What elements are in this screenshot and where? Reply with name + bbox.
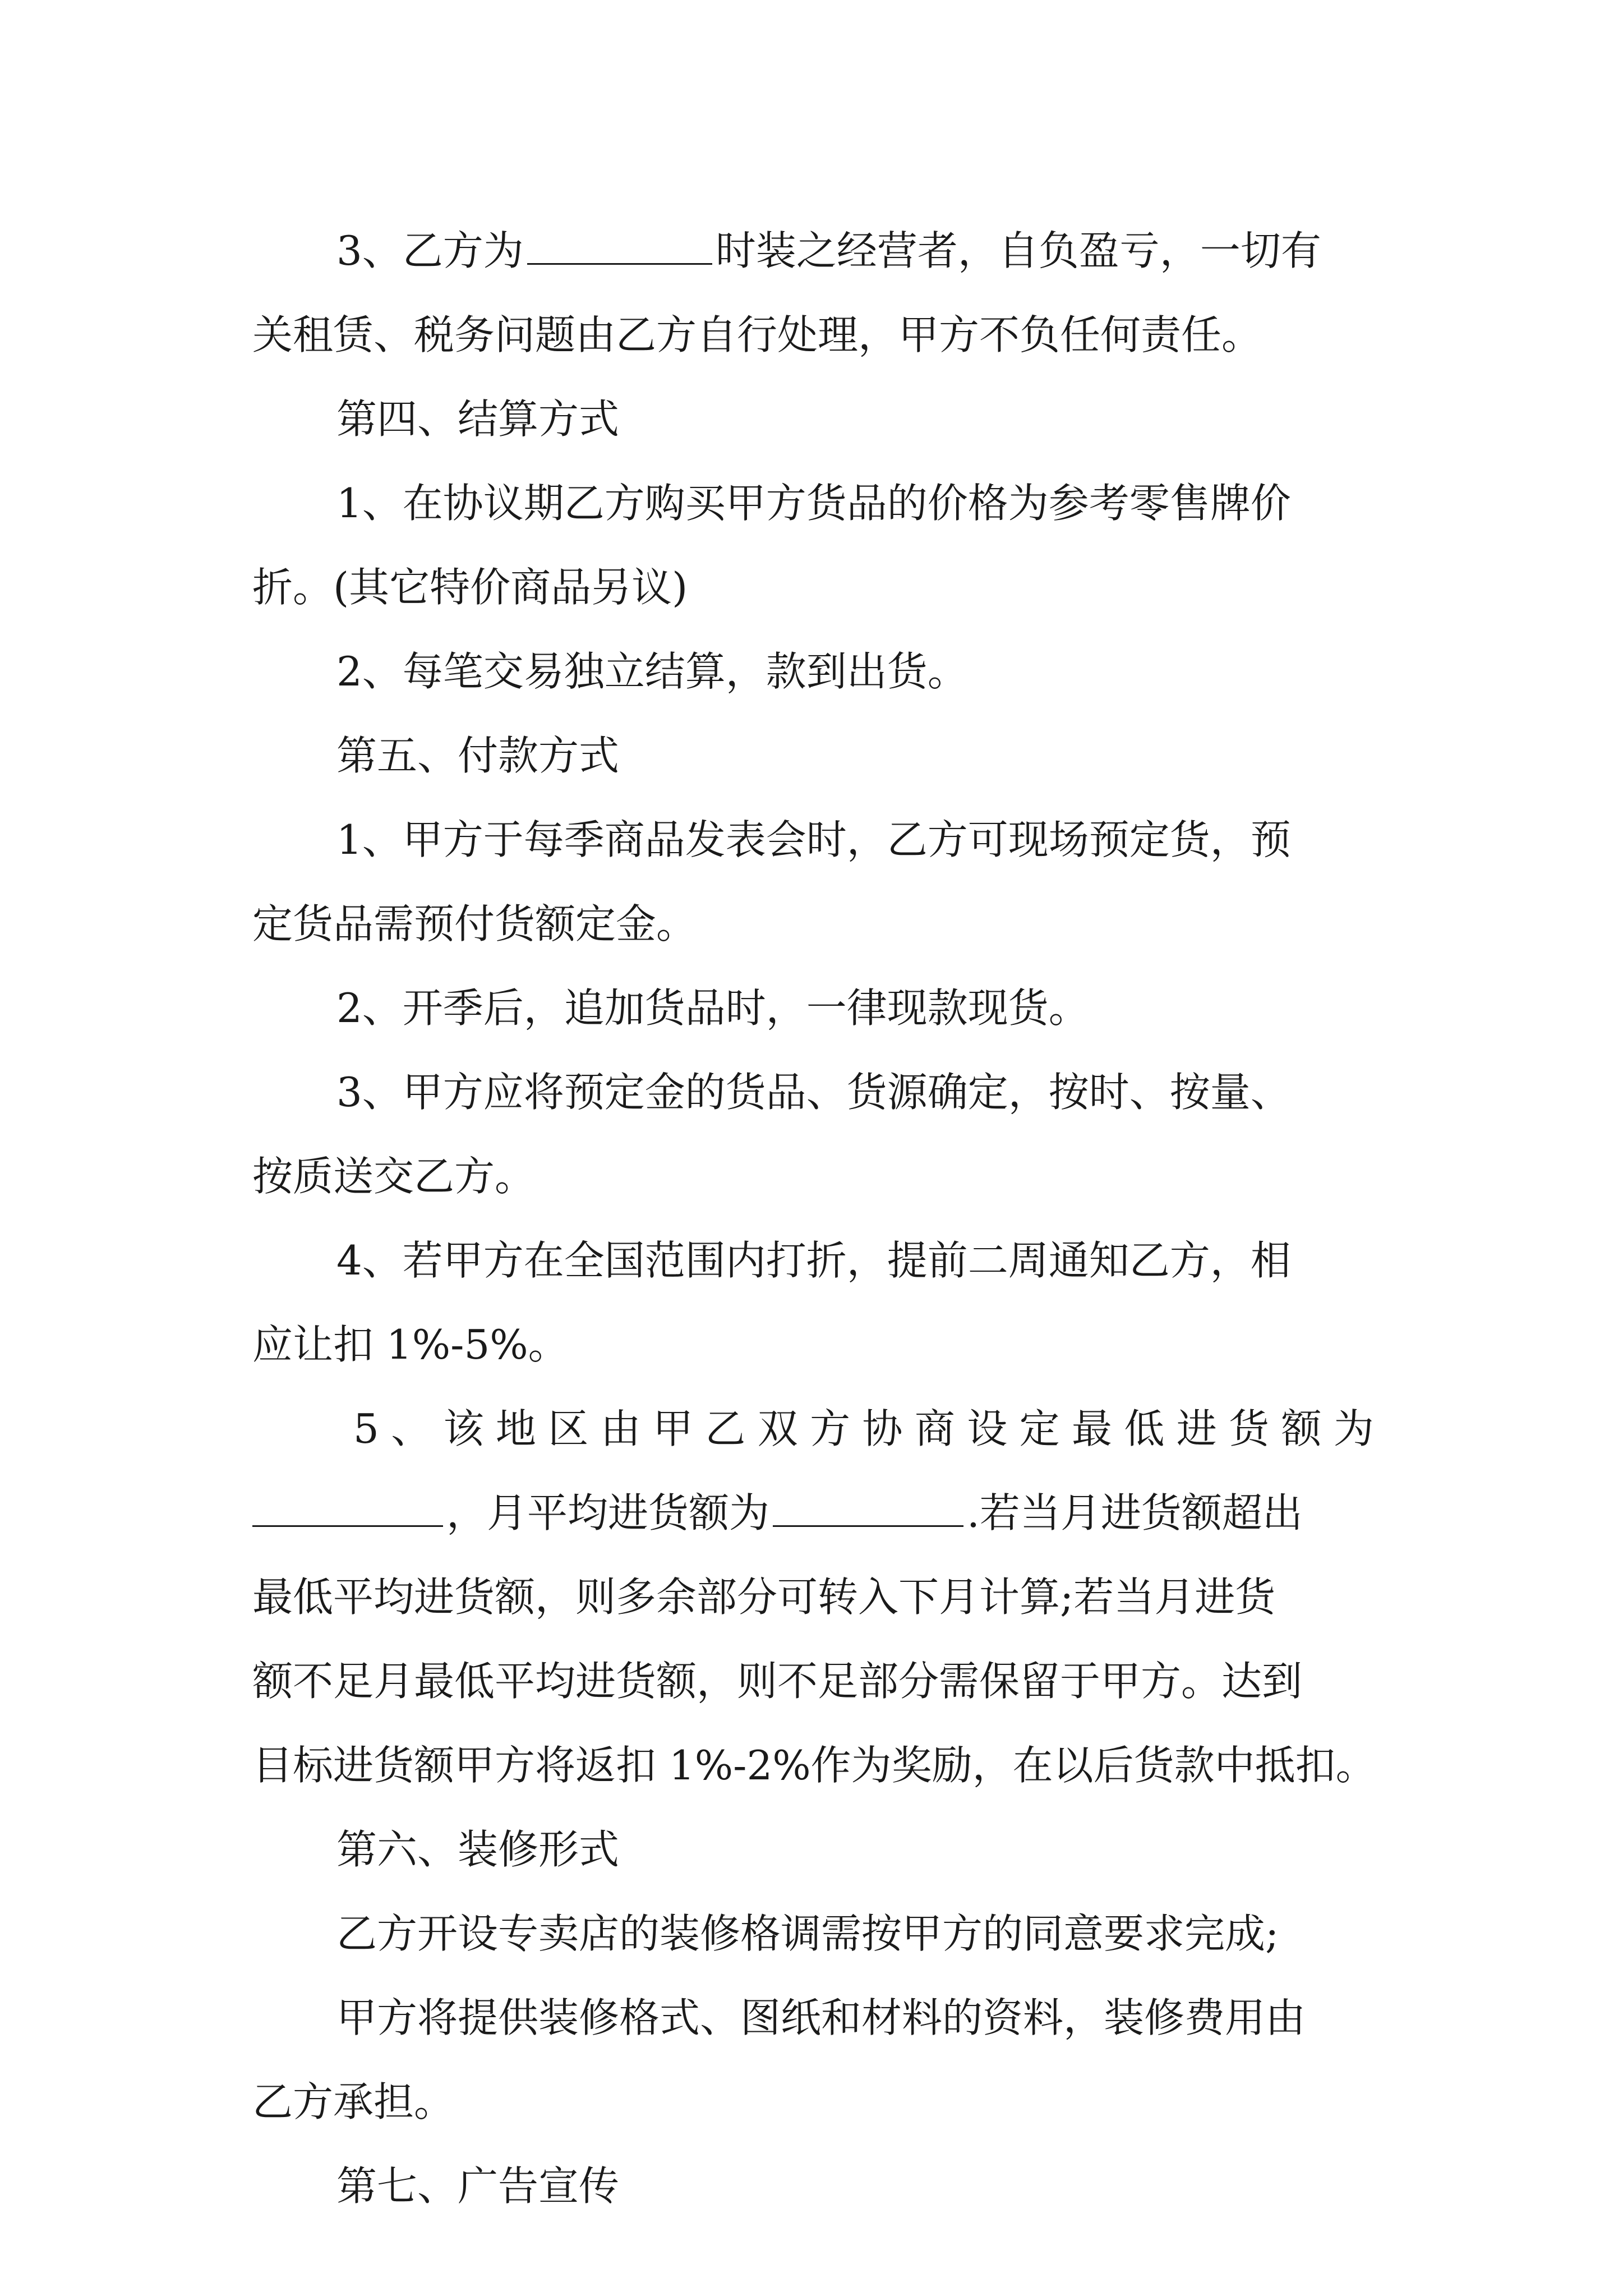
document-body (252, 209, 1374, 2228)
text-segment: 3、乙方为 (336, 227, 524, 274)
paragraph-line: 乙方承担。 (252, 2078, 455, 2125)
paragraph-line: 4、若甲方在全国范围内打折，提前二周通知乙方，相 (336, 1237, 1291, 1284)
paragraph-line: 额不足月最低平均进货额，则不足部分需保留于甲方。达到 (252, 1658, 1303, 1705)
fill-in-blank (773, 1486, 963, 1527)
paragraph-line (252, 209, 1374, 293)
section-heading: 第四、结算方式 (336, 395, 620, 443)
paragraph-line: 按质送交乙方。 (252, 1153, 536, 1200)
text-segment: 由 (600, 1405, 641, 1452)
text-segment: 区 (548, 1405, 589, 1452)
text-segment: 低 (1124, 1405, 1165, 1452)
text-segment: 设 (967, 1405, 1008, 1452)
paragraph-line: 定货品需预付货额定金。 (252, 900, 697, 947)
text-segment: 甲 (653, 1405, 694, 1452)
text-segment: 时装之经营者，自负盈亏，一切有 (715, 227, 1321, 274)
paragraph-line-justified (252, 1387, 1374, 1471)
text-segment: ，月平均进货额为 (446, 1489, 770, 1536)
text-segment: 为 (1333, 1405, 1374, 1452)
text-segment: 双 (757, 1405, 798, 1452)
text-segment: 货 (1229, 1405, 1270, 1452)
paragraph-line: 目标进货额甲方将返扣 1%-2%作为奖励，在以后货款中抵扣。 (252, 1742, 1376, 1789)
text-segment: 额 (1281, 1405, 1322, 1452)
text-segment: .若当月进货额超出 (967, 1489, 1303, 1536)
fill-in-blank (252, 1486, 443, 1527)
paragraph-line: 2、每笔交易独立结算，款到出货。 (336, 648, 968, 695)
paragraph-line: 1、在协议期乙方购买甲方货品的价格为参考零售牌价 (336, 480, 1291, 527)
paragraph-line: 最低平均进货额，则多余部分可转入下月计算;若当月进货 (252, 1573, 1276, 1621)
paragraph-line: 甲方将提供装修格式、图纸和材料的资料，装修费用由 (336, 1994, 1306, 2041)
paragraph-line: 1、甲方于每季商品发表会时，乙方可现场预定货，预 (336, 816, 1291, 863)
section-heading: 第六、装修形式 (336, 1826, 620, 1873)
paragraph-line: 2、开季后，追加货品时，一律现款现货。 (336, 984, 1089, 1032)
section-heading: 第五、付款方式 (336, 732, 620, 779)
text-segment: 、 (391, 1405, 432, 1452)
text-segment: 方 (810, 1405, 851, 1452)
text-segment: 该 (443, 1405, 484, 1452)
fill-in-blank (527, 224, 712, 265)
text-segment: 商 (914, 1405, 955, 1452)
text-segment: 乙 (705, 1405, 746, 1452)
paragraph-line (252, 1471, 1374, 1555)
text-segment: 协 (862, 1405, 903, 1452)
text-segment: 5 (353, 1405, 379, 1452)
text-segment: 地 (495, 1405, 536, 1452)
text-segment: 定 (1019, 1405, 1060, 1452)
text-segment: 最 (1072, 1405, 1113, 1452)
paragraph-line: 折。(其它特价商品另议) (252, 564, 688, 611)
section-heading: 第七、广告宣传 (336, 2162, 620, 2210)
paragraph-line: 乙方开设专卖店的装修格调需按甲方的同意要求完成; (336, 1910, 1279, 1957)
paragraph-line: 关租赁、税务问题由乙方自行处理，甲方不负任何责任。 (252, 311, 1262, 358)
text-segment: 进 (1176, 1405, 1217, 1452)
paragraph-line: 3、甲方应将预定金的货品、货源确定，按时、按量、 (336, 1069, 1291, 1116)
paragraph-line: 应让扣 1%-5%。 (252, 1321, 569, 1368)
